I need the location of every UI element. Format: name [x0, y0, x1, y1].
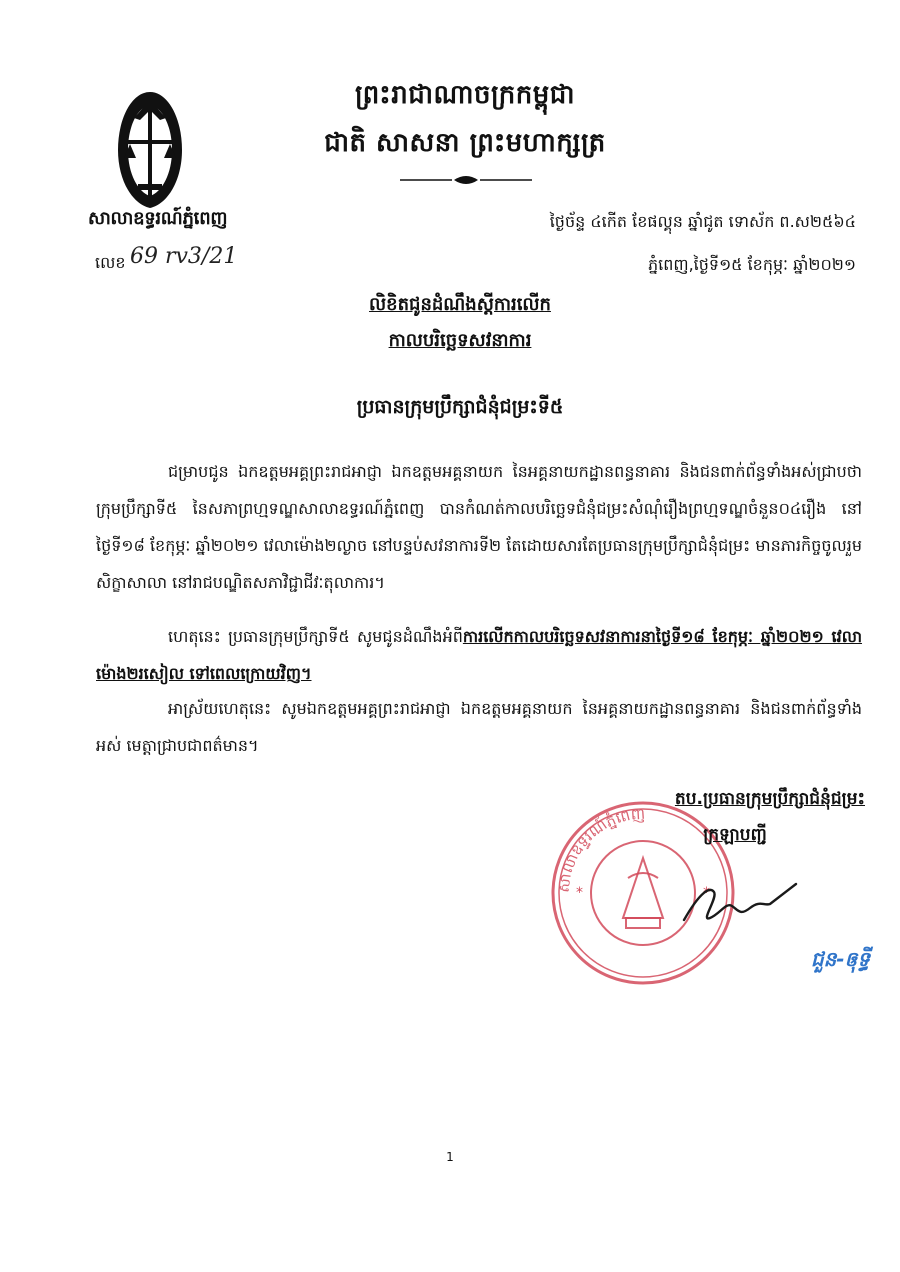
- signatory-role: ក្រឡាបញ្ជី: [703, 825, 767, 845]
- handwritten-signature: [680, 872, 800, 932]
- svg-text:សាលាឧទ្ធរណ៍ភ្នំពេញ: [555, 805, 646, 894]
- lunar-date: ថ្ងៃច័ន្ទ ៤កើត ខែផល្គុន ឆ្នាំជូត ទោស័ក ព.ស២៥៦៤: [549, 212, 856, 231]
- svg-text:*: *: [703, 885, 710, 901]
- reference-label: លេខ: [95, 253, 126, 272]
- solar-date: ភ្នំពេញ,ថ្ងៃទី១៥ ខែកុម្ភៈ ឆ្នាំ២០២១: [647, 255, 856, 274]
- page-number: 1: [446, 1150, 454, 1164]
- stamp-text: សាលាឧទ្ធរណ៍ភ្នំពេញ: [554, 804, 646, 894]
- issuing-court: សាលាឧទ្ធរណ៍ភ្នំពេញ: [88, 208, 228, 229]
- signatory-title: តប.ប្រធានក្រុមប្រឹក្សាជំនុំជម្រះ: [674, 789, 865, 809]
- addressee: ប្រធានក្រុមប្រឹក្សាជំនុំជម្រះទី៥: [356, 396, 564, 418]
- signer-name: ជួន-ឲុទ្ធី: [810, 947, 870, 971]
- paragraph-2-emphasis: ការលើកកាលបរិច្ឆេទសវនាការនាថ្ងៃទី១៨ ខែកុម្ភៈ ឆ្នាំ២០២១ វេលាម៉ោង២រសៀល ទៅពេលក្រោយវិញ។: [96, 627, 863, 683]
- subject-line-2: កាលបរិច្ឆេទសវនាការ: [388, 330, 532, 351]
- paragraph-2-lead: ហេតុនេះ ប្រធានក្រុមប្រឹក្សាទី៥ សូមជូនដំណឹងអំពី: [168, 627, 463, 646]
- reference-number: 69 rv3/21: [130, 244, 238, 269]
- body-paragraph-3: អាស្រ័យហេតុនេះ សូមឯកឧត្តមអគ្គព្រះរាជអាជ្ញា ឯកឧត្តមអគ្គនាយក នៃអគ្គនាយកដ្ឋានពន្ធនាគារ និងជនពាក់ព័ន្ធទាំងអស់ មេត្តាជ្រាបជាពត៌មាន។: [96, 699, 862, 755]
- court-emblem-icon: [112, 88, 188, 212]
- kingdom-title: ព្រះរាជាណាចក្រកម្ពុជា: [355, 80, 575, 110]
- subject-line-1: លិខិតជូនដំណឹងស្តីការលើក: [369, 294, 551, 315]
- svg-text:*: *: [576, 885, 583, 901]
- body-paragraph-1: ជម្រាបជូន ឯកឧត្តមអគ្គព្រះរាជអាជ្ញា ឯកឧត្តមអគ្គនាយក នៃអគ្គនាយកដ្ឋានពន្ធនាគារ និងជនពាក់ព័ន្ធទាំងអស់ជ្រាបថា ក្រុមប្រឹក្សាទី៥ នៃសភាព្រហ្មទណ្ឌសាលាឧទ្ធរណ៍ភ្នំពេញ បានកំណត់កាលបរិច្ឆេទជំនុំជម្រះសំណុំរឿងព្រហ្មទណ្ឌចំនួន០៤រឿង នៅថ្ងៃទី១៨ ខែកុម្ភៈ ឆ្នាំ២០២១ វេលាម៉ោង២ល្ងាច នៅបន្ទប់សវនាការទី២ តែដោយសារតែប្រធានក្រុមប្រឹក្សាជំនុំជម្រះ មានភារកិច្ចចូលរួមសិក្ខាសាលា នៅរាជបណ្ឌិតសភាវិជ្ជាជីវៈតុលាការ។: [96, 462, 862, 592]
- national-motto: ជាតិ សាសនា ព្រះមហាក្សត្រ: [324, 128, 606, 158]
- body-paragraph-2: [96, 618, 862, 692]
- divider-ornament-icon: [396, 172, 536, 188]
